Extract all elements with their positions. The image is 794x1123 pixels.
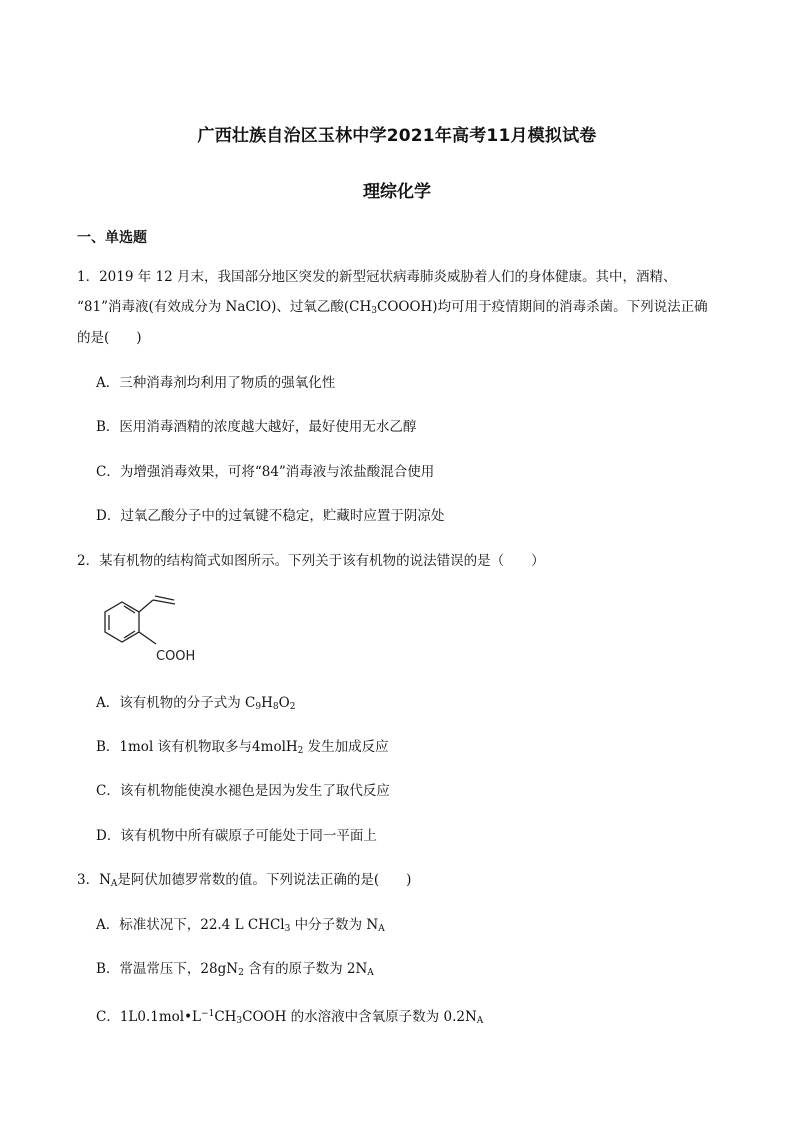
q1-option-d: D．过氧乙酸分子中的过氧键不稳定，贮藏时应置于阴凉处 xyxy=(96,508,445,524)
q2-option-a: A．该有机物的分子式为 $C_9H_8O_2$ xyxy=(96,695,296,712)
q3-option-a: A．标准状况下，22.4 L CHCl$_3$ 中分子数为 $N_A$ xyxy=(96,917,385,934)
q1-option-a: A．三种消毒剂均利用了物质的强氧化性 xyxy=(96,375,336,391)
q1-stem-line2: “81”消毒液(有效成分为 NaClO)、过氧乙酸$(CH_3COOOH)$均可用于疫情期间的消毒杀菌。下列说法正确 xyxy=(77,299,708,316)
vinyl-bond xyxy=(139,600,153,612)
q2-option-c: C．该有机物能使溴水褪色是因为发生了取代反应 xyxy=(96,783,390,799)
q1-stem-line3: 的是( ) xyxy=(77,330,142,346)
q2-option-b: B．1mol 该有机物取多与4molH$_2$ 发生加成反应 xyxy=(96,739,389,756)
q1-option-b: B．医用消毒酒精的浓度越大越好，最好使用无水乙醇 xyxy=(96,419,417,435)
q2-option-d: D．该有机物中所有碳原子可能处于同一平面上 xyxy=(96,828,377,844)
molecule-structure-figure xyxy=(100,582,220,672)
q1-option-c: C．为增强消毒效果，可将“84”消毒液与浓盐酸混合使用 xyxy=(96,464,435,480)
section-heading: 一、单选题 xyxy=(77,230,147,246)
exam-subtitle: 理综化学 xyxy=(363,182,431,202)
cooh-label: COOH xyxy=(156,649,196,664)
q1-stem-line1: 1．2019 年 12 月末，我国部分地区突发的新型冠状病毒肺炎威胁着人们的身体健康。其中，酒精、 xyxy=(77,269,677,285)
carboxyl-bond xyxy=(139,632,156,644)
benzene-ring xyxy=(105,602,139,642)
exam-title: 广西壮族自治区玉林中学2021年高考11月模拟试卷 xyxy=(197,126,597,146)
q3-stem: 3．$N_A$是阿伏加德罗常数的值。下列说法正确的是( ) xyxy=(77,872,412,889)
q3-option-b: B．常温常压下，$28gN_2$ 含有的原子数为 $2N_A$ xyxy=(96,961,374,978)
q2-stem: 2．某有机物的结构简式如图所示。下列关于该有机物的说法错误的是（ ） xyxy=(77,553,545,569)
q3-option-c: C．$1L0.1mol•L^{-1}CH_3COOH$ 的水溶液中含氧原子数为 $0.2N_A$ xyxy=(96,1009,484,1026)
